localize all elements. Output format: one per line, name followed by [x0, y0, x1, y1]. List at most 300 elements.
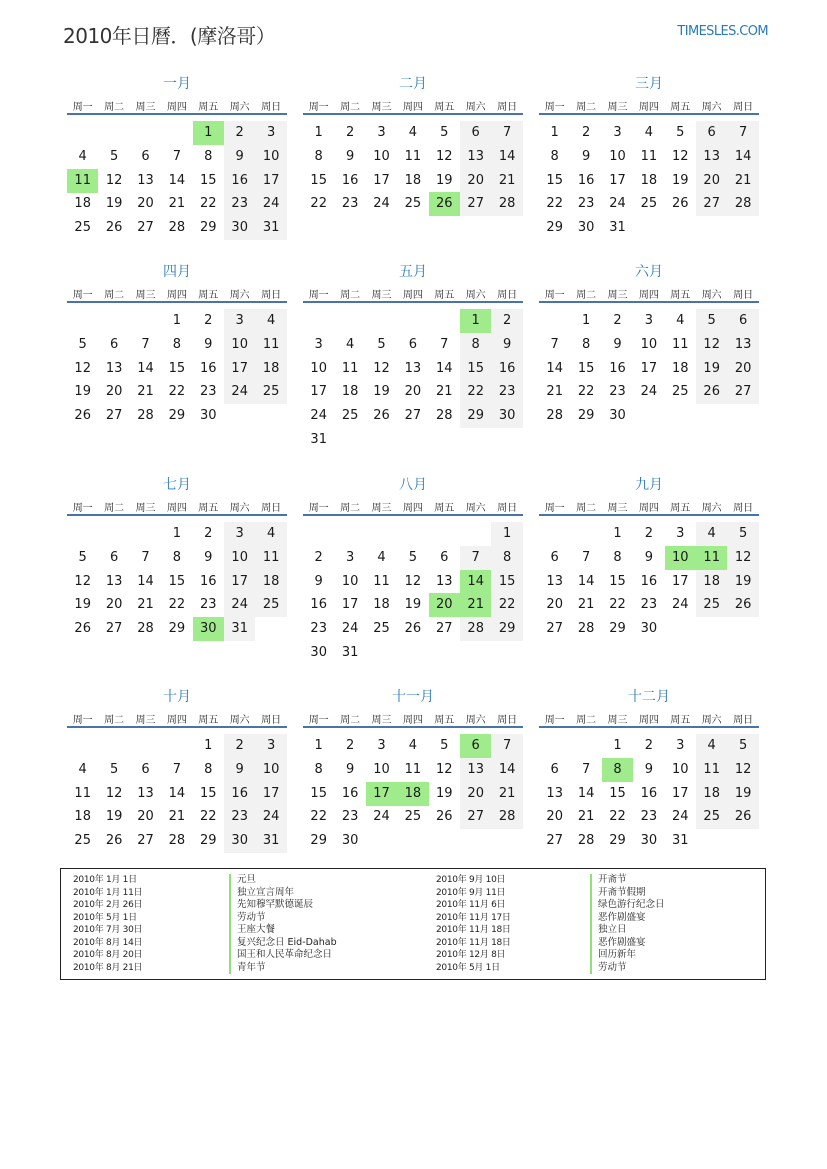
day-cell[interactable]: 13	[436, 573, 453, 589]
day-cell[interactable]: 20	[404, 384, 422, 400]
day-cell[interactable]: 25	[672, 384, 689, 400]
day-cell[interactable]: 1	[581, 313, 591, 328]
day-cell[interactable]: 7	[172, 148, 182, 164]
day-cell[interactable]: 16	[224, 782, 255, 806]
day-cell[interactable]: 10	[640, 336, 658, 352]
day-cell[interactable]: 22	[200, 196, 217, 212]
day-cell[interactable]: 19	[727, 570, 758, 594]
day-cell[interactable]: 2	[204, 313, 213, 328]
day-cell[interactable]: 24	[672, 809, 689, 825]
day-cell[interactable]: 9	[204, 549, 213, 565]
day-cell[interactable]: 4	[345, 336, 355, 352]
day-cell[interactable]: 3	[224, 522, 255, 546]
day-cell[interactable]: 5	[377, 336, 386, 352]
day-cell[interactable]: 25	[255, 380, 286, 404]
day-cell[interactable]: 21	[491, 782, 522, 806]
day-cell[interactable]: 6	[727, 309, 758, 333]
holiday-day-cell[interactable]: 18	[397, 782, 428, 806]
day-cell[interactable]: 12	[727, 546, 758, 570]
day-cell[interactable]: 2	[581, 125, 591, 140]
day-cell[interactable]: 17	[672, 573, 689, 589]
day-cell[interactable]: 31	[224, 617, 255, 641]
day-cell[interactable]: 4	[676, 313, 685, 328]
day-cell[interactable]: 9	[644, 549, 654, 565]
day-cell[interactable]: 22	[491, 593, 522, 617]
day-cell[interactable]: 22	[546, 196, 563, 212]
day-cell[interactable]: 26	[404, 621, 422, 637]
day-cell[interactable]: 19	[404, 597, 422, 613]
day-cell[interactable]: 4	[696, 522, 727, 546]
day-cell[interactable]: 27	[546, 833, 563, 849]
day-cell[interactable]: 15	[310, 785, 327, 801]
day-cell[interactable]: 24	[609, 196, 626, 212]
day-cell[interactable]: 29	[577, 408, 595, 424]
day-cell[interactable]: 5	[440, 125, 449, 140]
day-cell[interactable]: 19	[373, 384, 390, 400]
day-cell[interactable]: 30	[577, 220, 595, 236]
day-cell[interactable]: 11	[74, 785, 91, 801]
day-cell[interactable]: 9	[491, 333, 522, 357]
day-cell[interactable]: 25	[74, 220, 91, 236]
day-cell[interactable]: 15	[609, 573, 626, 589]
day-cell[interactable]: 16	[200, 360, 217, 376]
day-cell[interactable]: 22	[577, 384, 595, 400]
day-cell[interactable]: 27	[460, 805, 491, 829]
day-cell[interactable]: 25	[74, 833, 91, 849]
day-cell[interactable]: 10	[224, 546, 255, 570]
day-cell[interactable]: 17	[373, 172, 390, 188]
day-cell[interactable]: 2	[613, 313, 622, 328]
day-cell[interactable]: 21	[168, 196, 186, 212]
day-cell[interactable]: 13	[137, 172, 154, 188]
day-cell[interactable]: 22	[168, 384, 186, 400]
day-cell[interactable]: 1	[314, 125, 323, 140]
day-cell[interactable]: 7	[550, 336, 559, 352]
day-cell[interactable]: 11	[404, 148, 422, 164]
day-cell[interactable]: 15	[577, 360, 595, 376]
day-cell[interactable]: 27	[460, 192, 491, 216]
day-cell[interactable]: 11	[640, 148, 658, 164]
day-cell[interactable]: 17	[224, 570, 255, 594]
day-cell[interactable]: 10	[224, 333, 255, 357]
day-cell[interactable]: 9	[224, 758, 255, 782]
day-cell[interactable]: 16	[577, 172, 595, 188]
day-cell[interactable]: 29	[460, 404, 491, 428]
day-cell[interactable]: 8	[314, 761, 323, 777]
day-cell[interactable]: 30	[640, 833, 658, 849]
day-cell[interactable]: 21	[577, 809, 595, 825]
day-cell[interactable]: 6	[550, 761, 559, 777]
day-cell[interactable]: 31	[255, 829, 286, 853]
day-cell[interactable]: 6	[141, 148, 150, 164]
day-cell[interactable]: 16	[491, 357, 522, 381]
day-cell[interactable]: 13	[546, 573, 563, 589]
day-cell[interactable]: 26	[727, 805, 758, 829]
day-cell[interactable]: 21	[577, 597, 595, 613]
day-cell[interactable]: 23	[224, 805, 255, 829]
day-cell[interactable]: 8	[491, 546, 522, 570]
day-cell[interactable]: 17	[640, 360, 658, 376]
day-cell[interactable]: 20	[546, 809, 563, 825]
day-cell[interactable]: 13	[460, 145, 491, 169]
day-cell[interactable]: 11	[404, 761, 422, 777]
day-cell[interactable]: 1	[172, 313, 182, 328]
day-cell[interactable]: 2	[644, 738, 654, 753]
day-cell[interactable]: 12	[105, 785, 123, 801]
day-cell[interactable]: 8	[204, 761, 213, 777]
day-cell[interactable]: 22	[609, 809, 626, 825]
day-cell[interactable]: 3	[377, 125, 386, 140]
day-cell[interactable]: 27	[137, 220, 154, 236]
day-cell[interactable]: 8	[204, 148, 213, 164]
day-cell[interactable]: 7	[727, 121, 758, 145]
day-cell[interactable]: 29	[168, 408, 186, 424]
day-cell[interactable]: 14	[137, 360, 154, 376]
holiday-day-cell[interactable]: 11	[67, 169, 98, 193]
day-cell[interactable]: 25	[696, 805, 727, 829]
day-cell[interactable]: 27	[546, 621, 563, 637]
day-cell[interactable]: 13	[727, 333, 758, 357]
day-cell[interactable]: 25	[255, 593, 286, 617]
day-cell[interactable]: 26	[436, 809, 453, 825]
day-cell[interactable]: 1	[172, 526, 182, 541]
day-cell[interactable]: 25	[341, 408, 359, 424]
day-cell[interactable]: 7	[141, 336, 150, 352]
day-cell[interactable]: 31	[255, 216, 286, 240]
holiday-day-cell[interactable]: 21	[460, 593, 491, 617]
day-cell[interactable]: 6	[141, 761, 150, 777]
day-cell[interactable]: 10	[672, 761, 689, 777]
day-cell[interactable]: 5	[727, 734, 758, 758]
day-cell[interactable]: 6	[440, 549, 449, 565]
day-cell[interactable]: 27	[727, 380, 758, 404]
day-cell[interactable]: 29	[310, 833, 327, 849]
day-cell[interactable]: 12	[436, 761, 453, 777]
day-cell[interactable]: 10	[341, 573, 359, 589]
day-cell[interactable]: 8	[613, 549, 622, 565]
holiday-day-cell[interactable]: 1	[460, 309, 491, 333]
day-cell[interactable]: 16	[609, 360, 626, 376]
day-cell[interactable]: 9	[345, 761, 355, 777]
day-cell[interactable]: 23	[224, 192, 255, 216]
day-cell[interactable]: 20	[105, 384, 123, 400]
day-cell[interactable]: 29	[491, 617, 522, 641]
day-cell[interactable]: 19	[696, 357, 727, 381]
day-cell[interactable]: 18	[373, 597, 390, 613]
day-cell[interactable]: 18	[74, 809, 91, 825]
day-cell[interactable]: 20	[137, 809, 154, 825]
day-cell[interactable]: 9	[581, 148, 591, 164]
day-cell[interactable]: 5	[78, 336, 87, 352]
site-name[interactable]: TIMESLES.COM	[677, 24, 768, 39]
day-cell[interactable]: 18	[640, 172, 658, 188]
day-cell[interactable]: 30	[341, 833, 359, 849]
day-cell[interactable]: 15	[609, 785, 626, 801]
day-cell[interactable]: 20	[546, 597, 563, 613]
day-cell[interactable]: 23	[200, 597, 217, 613]
day-cell[interactable]: 19	[727, 782, 758, 806]
day-cell[interactable]: 28	[137, 621, 154, 637]
day-cell[interactable]: 31	[310, 432, 327, 447]
day-cell[interactable]: 3	[377, 738, 386, 753]
holiday-day-cell[interactable]: 10	[665, 546, 696, 570]
day-cell[interactable]: 2	[224, 121, 255, 145]
day-cell[interactable]: 27	[105, 621, 123, 637]
day-cell[interactable]: 19	[672, 172, 689, 188]
day-cell[interactable]: 23	[640, 809, 658, 825]
day-cell[interactable]: 8	[314, 148, 323, 164]
day-cell[interactable]: 1	[613, 738, 622, 753]
day-cell[interactable]: 20	[105, 597, 123, 613]
day-cell[interactable]: 10	[609, 148, 626, 164]
day-cell[interactable]: 7	[172, 761, 182, 777]
day-cell[interactable]: 14	[546, 360, 563, 376]
day-cell[interactable]: 10	[255, 758, 286, 782]
holiday-day-cell[interactable]: 30	[193, 617, 224, 641]
day-cell[interactable]: 7	[581, 549, 591, 565]
day-cell[interactable]: 16	[640, 785, 658, 801]
day-cell[interactable]: 18	[255, 357, 286, 381]
day-cell[interactable]: 8	[460, 333, 491, 357]
day-cell[interactable]: 27	[404, 408, 422, 424]
holiday-day-cell[interactable]: 26	[429, 192, 460, 216]
day-cell[interactable]: 23	[341, 196, 359, 212]
day-cell[interactable]: 10	[255, 145, 286, 169]
day-cell[interactable]: 12	[436, 148, 453, 164]
day-cell[interactable]: 27	[105, 408, 123, 424]
day-cell[interactable]: 10	[310, 360, 327, 376]
day-cell[interactable]: 4	[696, 734, 727, 758]
day-cell[interactable]: 8	[172, 336, 182, 352]
day-cell[interactable]: 7	[581, 761, 591, 777]
day-cell[interactable]: 9	[613, 336, 622, 352]
day-cell[interactable]: 1	[491, 522, 522, 546]
day-cell[interactable]: 3	[255, 734, 286, 758]
day-cell[interactable]: 28	[577, 833, 595, 849]
day-cell[interactable]: 28	[577, 621, 595, 637]
day-cell[interactable]: 6	[460, 121, 491, 145]
day-cell[interactable]: 24	[341, 621, 359, 637]
day-cell[interactable]: 13	[105, 573, 123, 589]
day-cell[interactable]: 23	[577, 196, 595, 212]
day-cell[interactable]: 5	[408, 549, 418, 565]
day-cell[interactable]: 20	[696, 169, 727, 193]
day-cell[interactable]: 12	[404, 573, 422, 589]
day-cell[interactable]: 22	[310, 809, 327, 825]
day-cell[interactable]: 12	[105, 172, 123, 188]
day-cell[interactable]: 8	[172, 549, 182, 565]
day-cell[interactable]: 1	[314, 738, 323, 753]
day-cell[interactable]: 24	[224, 593, 255, 617]
day-cell[interactable]: 7	[141, 549, 150, 565]
day-cell[interactable]: 19	[105, 809, 123, 825]
day-cell[interactable]: 6	[696, 121, 727, 145]
day-cell[interactable]: 29	[609, 833, 626, 849]
day-cell[interactable]: 8	[550, 148, 559, 164]
day-cell[interactable]: 16	[224, 169, 255, 193]
day-cell[interactable]: 14	[168, 172, 186, 188]
day-cell[interactable]: 11	[255, 546, 286, 570]
day-cell[interactable]: 11	[672, 336, 689, 352]
day-cell[interactable]: 15	[460, 357, 491, 381]
day-cell[interactable]: 4	[408, 738, 418, 753]
day-cell[interactable]: 26	[696, 380, 727, 404]
day-cell[interactable]: 7	[491, 121, 522, 145]
day-cell[interactable]: 18	[341, 384, 359, 400]
day-cell[interactable]: 5	[78, 549, 87, 565]
day-cell[interactable]: 17	[255, 782, 286, 806]
day-cell[interactable]: 15	[200, 172, 217, 188]
day-cell[interactable]: 5	[727, 522, 758, 546]
day-cell[interactable]: 30	[491, 404, 522, 428]
holiday-day-cell[interactable]: 17	[366, 782, 397, 806]
day-cell[interactable]: 12	[727, 758, 758, 782]
day-cell[interactable]: 28	[460, 617, 491, 641]
day-cell[interactable]: 13	[137, 785, 154, 801]
day-cell[interactable]: 17	[341, 597, 359, 613]
holiday-day-cell[interactable]: 1	[193, 121, 224, 145]
day-cell[interactable]: 18	[672, 360, 689, 376]
day-cell[interactable]: 9	[345, 148, 355, 164]
holiday-day-cell[interactable]: 6	[460, 734, 491, 758]
day-cell[interactable]: 23	[491, 380, 522, 404]
day-cell[interactable]: 23	[640, 597, 658, 613]
day-cell[interactable]: 19	[436, 785, 453, 801]
day-cell[interactable]: 20	[460, 169, 491, 193]
day-cell[interactable]: 28	[436, 408, 453, 424]
day-cell[interactable]: 19	[74, 597, 91, 613]
day-cell[interactable]: 3	[676, 526, 685, 541]
day-cell[interactable]: 28	[491, 192, 522, 216]
day-cell[interactable]: 1	[204, 738, 213, 753]
day-cell[interactable]: 7	[440, 336, 449, 352]
day-cell[interactable]: 13	[696, 145, 727, 169]
day-cell[interactable]: 13	[460, 758, 491, 782]
day-cell[interactable]: 5	[440, 738, 449, 753]
day-cell[interactable]: 14	[491, 758, 522, 782]
day-cell[interactable]: 26	[373, 408, 390, 424]
day-cell[interactable]: 9	[644, 761, 654, 777]
day-cell[interactable]: 24	[672, 597, 689, 613]
day-cell[interactable]: 3	[676, 738, 685, 753]
day-cell[interactable]: 6	[550, 549, 559, 565]
day-cell[interactable]: 4	[255, 522, 286, 546]
day-cell[interactable]: 28	[137, 408, 154, 424]
day-cell[interactable]: 18	[74, 196, 91, 212]
day-cell[interactable]: 14	[727, 145, 758, 169]
day-cell[interactable]: 8	[581, 336, 591, 352]
day-cell[interactable]: 22	[200, 809, 217, 825]
day-cell[interactable]: 4	[78, 148, 87, 164]
day-cell[interactable]: 5	[676, 125, 685, 140]
day-cell[interactable]: 28	[727, 192, 758, 216]
day-cell[interactable]: 28	[168, 833, 186, 849]
day-cell[interactable]: 4	[255, 309, 286, 333]
day-cell[interactable]: 11	[255, 333, 286, 357]
day-cell[interactable]: 13	[105, 360, 123, 376]
day-cell[interactable]: 15	[546, 172, 563, 188]
day-cell[interactable]: 28	[168, 220, 186, 236]
day-cell[interactable]: 30	[224, 216, 255, 240]
day-cell[interactable]: 26	[672, 196, 689, 212]
day-cell[interactable]: 29	[200, 220, 217, 236]
day-cell[interactable]: 14	[137, 573, 154, 589]
day-cell[interactable]: 14	[491, 145, 522, 169]
day-cell[interactable]: 6	[109, 549, 119, 565]
day-cell[interactable]: 3	[255, 121, 286, 145]
day-cell[interactable]: 9	[204, 336, 213, 352]
day-cell[interactable]: 20	[727, 357, 758, 381]
day-cell[interactable]: 22	[168, 597, 186, 613]
day-cell[interactable]: 14	[577, 573, 595, 589]
day-cell[interactable]: 17	[224, 357, 255, 381]
day-cell[interactable]: 12	[74, 360, 91, 376]
day-cell[interactable]: 30	[200, 408, 217, 424]
day-cell[interactable]: 15	[491, 570, 522, 594]
day-cell[interactable]: 25	[640, 196, 658, 212]
day-cell[interactable]: 22	[310, 196, 327, 212]
day-cell[interactable]: 25	[696, 593, 727, 617]
day-cell[interactable]: 3	[345, 549, 355, 565]
day-cell[interactable]: 20	[460, 782, 491, 806]
day-cell[interactable]: 11	[341, 360, 359, 376]
day-cell[interactable]: 19	[74, 384, 91, 400]
day-cell[interactable]: 11	[373, 573, 390, 589]
day-cell[interactable]: 2	[204, 526, 213, 541]
day-cell[interactable]: 27	[696, 192, 727, 216]
holiday-day-cell[interactable]: 11	[696, 546, 727, 570]
day-cell[interactable]: 16	[341, 785, 359, 801]
day-cell[interactable]: 24	[640, 384, 658, 400]
day-cell[interactable]: 29	[168, 621, 186, 637]
day-cell[interactable]: 12	[74, 573, 91, 589]
day-cell[interactable]: 7	[460, 546, 491, 570]
day-cell[interactable]: 17	[255, 169, 286, 193]
day-cell[interactable]: 24	[255, 192, 286, 216]
day-cell[interactable]: 14	[577, 785, 595, 801]
day-cell[interactable]: 21	[436, 384, 453, 400]
day-cell[interactable]: 28	[546, 408, 563, 424]
day-cell[interactable]: 15	[168, 573, 186, 589]
day-cell[interactable]: 4	[644, 125, 654, 140]
holiday-day-cell[interactable]: 8	[602, 758, 633, 782]
day-cell[interactable]: 4	[78, 761, 87, 777]
day-cell[interactable]: 24	[373, 809, 390, 825]
day-cell[interactable]: 26	[105, 220, 123, 236]
day-cell[interactable]: 25	[404, 196, 422, 212]
day-cell[interactable]: 3	[314, 336, 323, 352]
day-cell[interactable]: 21	[491, 169, 522, 193]
day-cell[interactable]: 19	[105, 196, 123, 212]
day-cell[interactable]: 30	[640, 621, 658, 637]
day-cell[interactable]: 2	[644, 526, 654, 541]
holiday-day-cell[interactable]: 20	[429, 593, 460, 617]
day-cell[interactable]: 15	[168, 360, 186, 376]
day-cell[interactable]: 4	[377, 549, 386, 565]
day-cell[interactable]: 29	[200, 833, 217, 849]
day-cell[interactable]: 16	[640, 573, 658, 589]
day-cell[interactable]: 9	[314, 573, 323, 589]
day-cell[interactable]: 7	[491, 734, 522, 758]
day-cell[interactable]: 23	[310, 621, 327, 637]
day-cell[interactable]: 23	[341, 809, 359, 825]
day-cell[interactable]: 21	[546, 384, 563, 400]
day-cell[interactable]: 17	[609, 172, 626, 188]
day-cell[interactable]: 3	[644, 313, 654, 328]
day-cell[interactable]: 2	[224, 734, 255, 758]
day-cell[interactable]: 5	[109, 148, 119, 164]
day-cell[interactable]: 4	[408, 125, 418, 140]
